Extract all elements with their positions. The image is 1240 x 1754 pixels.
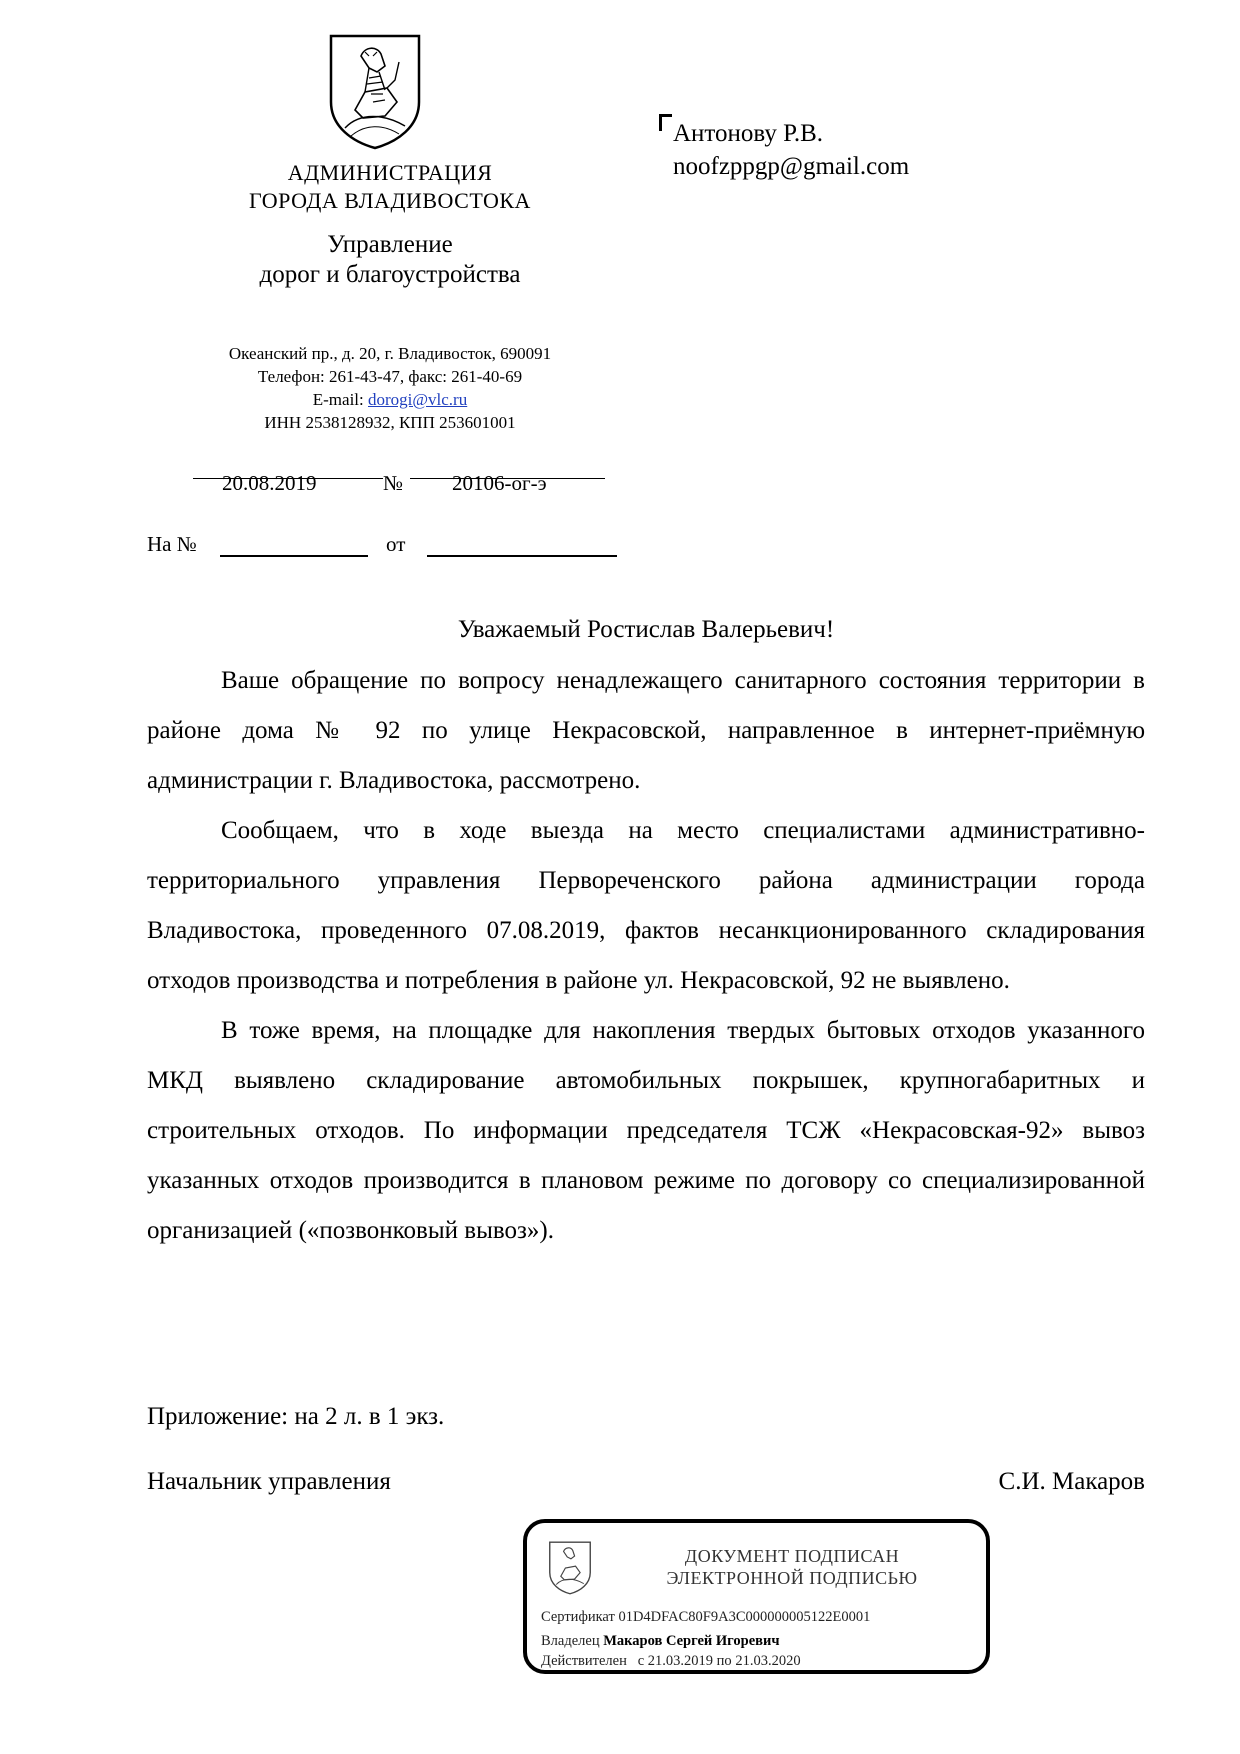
electronic-signature-stamp — [523, 1519, 990, 1674]
attachment-note: Приложение: на 2 л. в 1 экз. — [147, 1403, 445, 1430]
department-line1: Управление — [327, 231, 453, 258]
stamp-certificate — [541, 1609, 870, 1626]
org-address: Океанский пр., д. 20, г. Владивосток, 690091 — [228, 344, 552, 363]
registration-date: 20.08.2019 — [222, 471, 317, 495]
email-label: E-mail: — [312, 390, 368, 409]
org-email-line — [150, 389, 630, 411]
registration-number: 20106-ог-э — [452, 471, 547, 495]
letter-body — [147, 656, 1145, 1256]
signer-position: Начальник управления — [147, 1468, 391, 1495]
org-email-link[interactable]: dorogi@vlc.ru — [368, 390, 468, 409]
stamp-validity — [541, 1653, 801, 1670]
recipient-name: Антонову Р.В. — [673, 120, 824, 147]
certificate-value: 01D4DFAC80F9A3C000000005122E0001 — [618, 1609, 871, 1625]
from-label: от — [386, 532, 406, 556]
body-paragraph-1: Ваше обращение по вопросу ненадлежащего санитарного состояния территории в районе дома № 92 по улице Некрасовской, направленное в интернет-приёмную администрации г. Владивостока, рассмотрено. — [147, 667, 1145, 794]
org-phone: Телефон: 261-43-47, факс: 261-40-69 — [257, 367, 523, 386]
recipient-corner-mark — [659, 114, 672, 131]
body-paragraph-2: Сообщаем, что в ходе выезда на место специалистами административно-территориального управления Первореченского района администрации города Владивостока, проведенного 07.08.2019, фактов несанкционированного складирования отходов производства и потребления в районе ул. Некрасовской, 92 не выявлено. — [147, 817, 1145, 994]
org-name-line1: АДМИНИСТРАЦИЯ — [287, 160, 493, 185]
greeting: Уважаемый Ростислав Валерьевич! — [457, 616, 835, 643]
coat-of-arms-emblem — [325, 32, 425, 152]
org-name-line2: ГОРОДА ВЛАДИВОСТОКА — [249, 188, 531, 213]
reply-to-number-line — [220, 555, 368, 557]
signer-name: С.И. Макаров — [998, 1468, 1145, 1495]
valid-from: 21.03.2019 — [647, 1653, 714, 1669]
stamp-title-line2: ЭЛЕКТРОННОЙ ПОДПИСЬЮ — [666, 1568, 918, 1588]
reply-to-label: На № — [147, 532, 197, 556]
valid-to: 21.03.2020 — [735, 1653, 801, 1669]
valid-label: Действителен — [541, 1653, 627, 1669]
department-line2: дорог и благоустройства — [259, 261, 521, 288]
certificate-label: Сертификат — [541, 1609, 615, 1625]
owner-value: Макаров Сергей Игоревич — [603, 1633, 780, 1649]
owner-label: Владелец — [541, 1633, 600, 1649]
valid-from-label: с — [637, 1653, 645, 1669]
body-paragraph-3: В тоже время, на площадке для накопления твердых бытовых отходов указанного МКД выявлено складирование автомобильных покрышек, крупногабаритных и строительных отходов. По информации председателя ТСЖ «Некрасовская-92» вывоз указанных отходов производится в плановом режиме по договору со специализированной организацией («позвонковый вывоз»). — [147, 1017, 1145, 1244]
recipient-email: noofzppgp@gmail.com — [673, 153, 910, 180]
stamp-title-line1: ДОКУМЕНТ ПОДПИСАН — [684, 1546, 900, 1566]
registration-number-sign: № — [383, 471, 404, 495]
stamp-owner — [541, 1633, 780, 1650]
org-inn: ИНН 2538128932, КПП 253601001 — [264, 413, 516, 432]
from-date-line — [427, 555, 617, 557]
stamp-emblem-icon — [547, 1539, 593, 1597]
valid-to-label: по — [716, 1653, 732, 1669]
